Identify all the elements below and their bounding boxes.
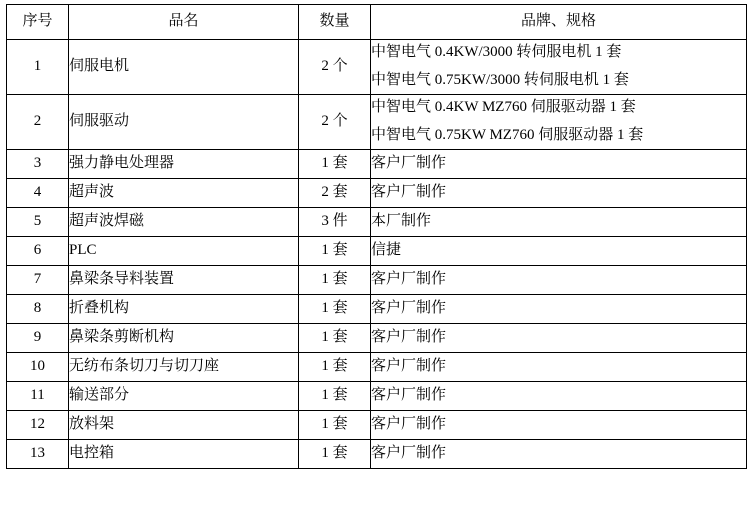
row-number: 12 [7, 411, 69, 440]
row-specification: 客户厂制作 [371, 266, 747, 295]
row-specification [371, 95, 747, 150]
row-specification: 客户厂制作 [371, 150, 747, 179]
row-quantity: 1 套 [299, 237, 371, 266]
row-quantity: 2 套 [299, 179, 371, 208]
row-quantity: 1 套 [299, 266, 371, 295]
row-quantity: 3 件 [299, 208, 371, 237]
row-specification: 客户厂制作 [371, 324, 747, 353]
table-row [7, 95, 747, 150]
column-header-qty: 数量 [299, 5, 371, 40]
column-header-no: 序号 [7, 5, 69, 40]
table-row [7, 150, 747, 179]
row-item-name: 电控箱 [69, 440, 299, 469]
table-row [7, 353, 747, 382]
row-item-name: 伺服驱动 [69, 95, 299, 150]
row-quantity: 1 套 [299, 150, 371, 179]
row-quantity: 1 套 [299, 411, 371, 440]
table-row [7, 266, 747, 295]
row-number: 7 [7, 266, 69, 295]
table-row [7, 324, 747, 353]
row-number: 3 [7, 150, 69, 179]
table-header [7, 5, 747, 40]
row-number: 4 [7, 179, 69, 208]
row-item-name: 鼻梁条剪断机构 [69, 324, 299, 353]
row-specification: 客户厂制作 [371, 440, 747, 469]
row-item-name: 折叠机构 [69, 295, 299, 324]
table-row [7, 40, 747, 95]
table-row [7, 179, 747, 208]
row-specification: 客户厂制作 [371, 411, 747, 440]
table-row [7, 382, 747, 411]
table-row [7, 440, 747, 469]
table-row [7, 411, 747, 440]
table-row [7, 208, 747, 237]
row-quantity: 2 个 [299, 95, 371, 150]
column-header-name: 品名 [69, 5, 299, 40]
row-item-name: 鼻梁条导料装置 [69, 266, 299, 295]
row-specification: 本厂制作 [371, 208, 747, 237]
row-specification: 客户厂制作 [371, 353, 747, 382]
spec-line: 中智电气 0.75KW MZ760 伺服驱动器 1 套 [371, 127, 644, 143]
row-number: 9 [7, 324, 69, 353]
row-quantity: 1 套 [299, 440, 371, 469]
row-item-name: 超声波焊磁 [69, 208, 299, 237]
spec-line: 中智电气 0.75KW/3000 转伺服电机 1 套 [371, 72, 629, 88]
table-body [7, 40, 747, 469]
row-specification [371, 40, 747, 95]
row-number: 8 [7, 295, 69, 324]
row-item-name: 强力静电处理器 [69, 150, 299, 179]
row-number: 11 [7, 382, 69, 411]
row-item-name: PLC [69, 237, 299, 266]
spec-line: 中智电气 0.4KW/3000 转伺服电机 1 套 [371, 44, 622, 61]
table-row [7, 295, 747, 324]
row-item-name: 伺服电机 [69, 40, 299, 95]
row-specification: 信捷 [371, 237, 747, 266]
row-quantity: 1 套 [299, 324, 371, 353]
row-specification: 客户厂制作 [371, 179, 747, 208]
row-number: 1 [7, 40, 69, 95]
row-quantity: 1 套 [299, 353, 371, 382]
row-item-name: 输送部分 [69, 382, 299, 411]
row-quantity: 1 套 [299, 382, 371, 411]
row-number: 10 [7, 353, 69, 382]
row-number: 6 [7, 237, 69, 266]
row-specification: 客户厂制作 [371, 295, 747, 324]
row-item-name: 放料架 [69, 411, 299, 440]
table-header-row [7, 5, 747, 40]
row-item-name: 超声波 [69, 179, 299, 208]
table-row [7, 237, 747, 266]
row-item-name: 无纺布条切刀与切刀座 [69, 353, 299, 382]
document-page [0, 4, 752, 509]
row-quantity: 2 个 [299, 40, 371, 95]
spec-line: 中智电气 0.4KW MZ760 伺服驱动器 1 套 [371, 99, 636, 116]
parts-specification-table [6, 4, 747, 469]
row-number: 13 [7, 440, 69, 469]
row-number: 5 [7, 208, 69, 237]
column-header-spec: 品牌、规格 [371, 5, 747, 40]
row-number: 2 [7, 95, 69, 150]
row-quantity: 1 套 [299, 295, 371, 324]
row-specification: 客户厂制作 [371, 382, 747, 411]
